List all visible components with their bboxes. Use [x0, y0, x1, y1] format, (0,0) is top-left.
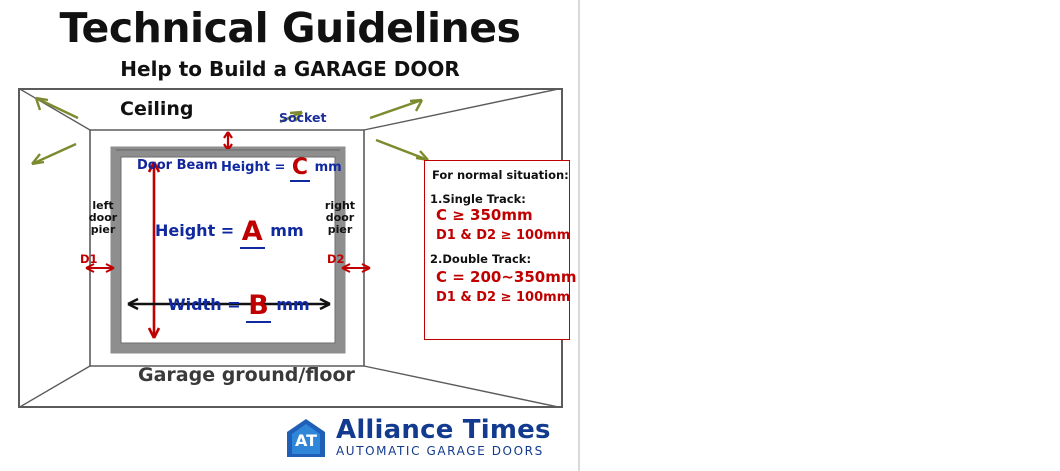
right-door-pier-label: right door pier	[324, 199, 356, 236]
spec-note-heading: For normal situation:	[432, 168, 569, 182]
height-c-value: C	[291, 155, 309, 180]
spec-note-item1-line1: C ≥ 350mm	[436, 206, 533, 224]
width-b-annotation	[168, 286, 310, 321]
svg-text:AT: AT	[294, 431, 318, 450]
page-title: Technical Guidelines	[59, 4, 521, 52]
spec-note-item2: 2.Double Track:	[430, 252, 532, 266]
door-beam-label: Door Beam	[137, 158, 218, 173]
spec-note-box	[424, 160, 570, 340]
brand-logo	[284, 416, 551, 460]
d2-label: D2	[327, 252, 345, 266]
height-c-annotation	[221, 152, 342, 180]
spec-note-item2-line1: C = 200~350mm	[436, 268, 577, 286]
page-subtitle: Help to Build a GARAGE DOOR	[120, 57, 460, 81]
spec-note-item1: 1.Single Track:	[430, 192, 526, 206]
height-a-annotation	[155, 212, 304, 247]
height-c-prefix: Height =	[221, 160, 286, 175]
height-a-value: A	[241, 216, 263, 247]
brand-name: Alliance Times	[336, 415, 551, 445]
spec-note-item2-line2: D1 & D2 ≥ 100mm	[436, 290, 571, 305]
width-b-value: B	[248, 290, 269, 321]
brand-tagline: AUTOMATIC GARAGE DOORS	[336, 444, 544, 458]
socket-label: Socket	[279, 110, 327, 125]
floor-label: Garage ground/floor	[138, 364, 355, 386]
height-a-prefix: Height =	[155, 221, 235, 240]
width-b-unit: mm	[276, 295, 310, 314]
d1-label: D1	[80, 252, 98, 266]
ceiling-label: Ceiling	[120, 98, 194, 120]
left-door-pier-label: left door pier	[88, 199, 118, 236]
height-c-unit: mm	[314, 160, 342, 175]
spec-note-item1-line2: D1 & D2 ≥ 100mm	[436, 228, 571, 243]
right-panel	[580, 0, 1060, 471]
width-b-prefix: Width =	[168, 295, 241, 314]
brand-mark-icon	[284, 416, 328, 460]
height-a-unit: mm	[270, 221, 304, 240]
